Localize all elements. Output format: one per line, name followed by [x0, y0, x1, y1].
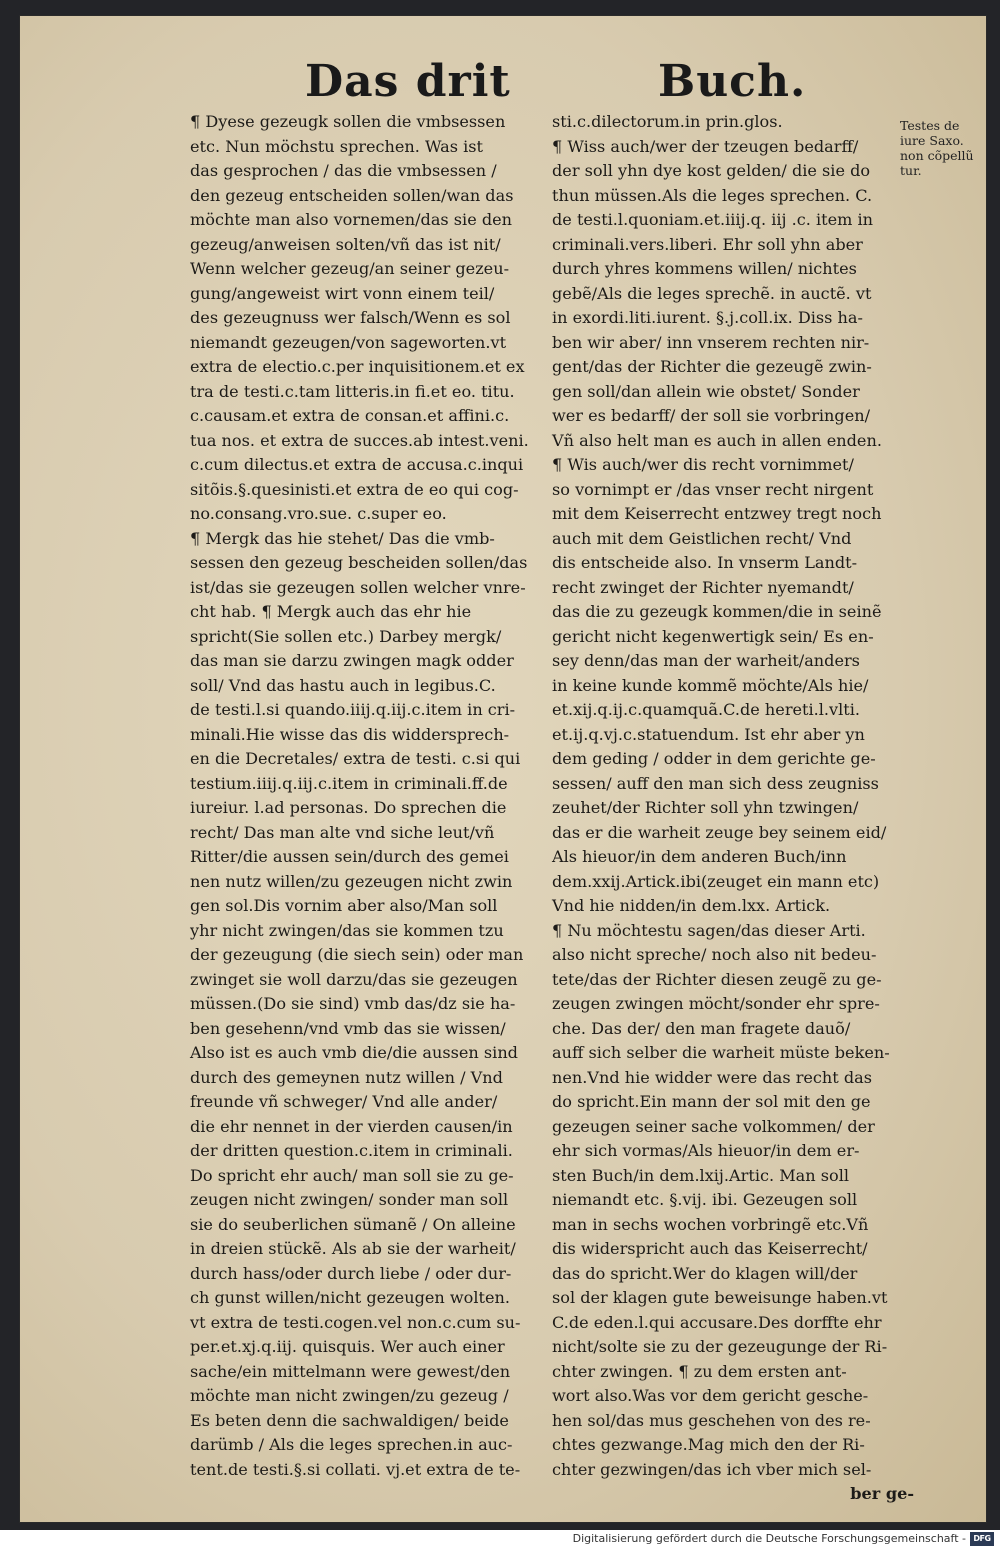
text-line: Do spricht ehr auch/ man soll sie zu ge-	[190, 1165, 514, 1185]
text-line: cht hab. ¶ Mergk auch das ehr hie	[190, 602, 472, 621]
text-line: gung/angeweist wirt vonn einem teil/	[190, 283, 495, 303]
text-line: iureiur. l.ad personas. Do sprechen die	[190, 798, 507, 817]
text-line: gen sol.Dis vornim aber also/Man soll	[190, 896, 498, 915]
text-line: ehr sich vormas/Als hieuor/in dem er-	[552, 1141, 860, 1160]
text-line: Wenn welcher gezeug/an seiner gezeu-	[190, 259, 510, 278]
margin-note	[900, 118, 986, 178]
text-line: zeuhet/der Richter soll yhn tzwingen/	[552, 798, 859, 817]
text-line: wort also.Was vor dem gericht gesche-	[552, 1386, 869, 1405]
text-line: spricht(Sie sollen etc.) Darbey mergk/	[190, 626, 502, 646]
margin-note-line: tur.	[900, 163, 922, 178]
text-line: sti.c.dilectorum.in prin.glos.	[552, 112, 783, 131]
text-line: tete/das der Richter diesen zeugẽ zu ge-	[552, 969, 882, 989]
text-line: gezeug/anweisen solten/vñ das ist nit/	[190, 234, 501, 254]
text-line: thun müssen.Als die leges sprechen. C.	[552, 185, 873, 205]
text-line: darümb / Als die leges sprechen.in auc-	[190, 1435, 513, 1454]
footer-bar	[0, 1530, 1000, 1549]
text-line: ber ge-	[850, 1484, 914, 1503]
text-line: et.ij.q.vj.c.statuendum. Ist ehr aber yn	[552, 724, 865, 744]
text-line: man in sechs wochen vorbringẽ etc.Vñ	[552, 1214, 869, 1234]
text-line: recht/ Das man alte vnd siche leut/vñ	[190, 822, 495, 842]
text-line: auff sich selber die warheit müste beken-	[552, 1043, 890, 1062]
text-line: durch hass/oder durch liebe / oder dur-	[190, 1263, 512, 1283]
text-line: also nicht spreche/ noch also nit bedeu-	[552, 945, 877, 964]
text-line: minali.Hie wisse das dis widdersprech-	[190, 724, 510, 744]
text-line: das die zu gezeugk kommen/die in seinẽ	[552, 602, 882, 621]
text-line: des gezeugnuss wer falsch/Wenn es sol	[190, 308, 511, 327]
text-line: sten Buch/in dem.lxij.Artic. Man soll	[552, 1165, 850, 1185]
text-line: dem.xxij.Artick.ibi(zeuget ein mann etc)	[552, 871, 880, 891]
text-line: niemandt gezeugen/von sageworten.vt	[190, 332, 507, 352]
text-line: durch yhres kommens willen/ nichtes	[552, 259, 857, 278]
text-line: freunde vñ schweger/ Vnd alle ander/	[190, 1092, 498, 1111]
text-line: nicht/solte sie zu der gezeugunge der Ri-	[552, 1337, 888, 1356]
text-line: gen soll/dan allein wie obstet/ Sonder	[552, 381, 860, 401]
text-line: nen.Vnd hie widder were das recht das	[552, 1067, 873, 1087]
text-line: yhr nicht zwingen/das sie kommen tzu	[190, 920, 504, 940]
text-line: der soll yhn dye kost gelden/ die sie do	[552, 161, 871, 180]
text-line: sitõis.§.quesinisti.et extra de eo qui cog-	[190, 479, 519, 499]
text-line: criminali.vers.liberi. Ehr soll yhn aber	[552, 234, 863, 254]
text-line: en die Decretales/ extra de testi. c.si qui	[190, 749, 521, 768]
text-line: gericht nicht kegenwertigk sein/ Es en-	[552, 626, 874, 646]
text-line: müssen.(Do sie sind) vmb das/dz sie ha-	[190, 994, 516, 1013]
text-line: ist/das sie gezeugen sollen welcher vnre-	[190, 577, 526, 597]
text-line: wer es bedarff/ der soll sie vorbringen/	[552, 406, 871, 425]
text-line: der dritten question.c.item in criminali.	[190, 1141, 513, 1160]
margin-note-line: non cõpellũ	[900, 148, 974, 163]
left-text-column	[190, 110, 542, 1482]
text-line: soll/ Vnd das hastu auch in legibus.C.	[190, 675, 496, 695]
text-line: tua nos. et extra de succes.ab intest.veni.	[190, 430, 529, 450]
text-line: testium.iiij.q.iij.c.item in criminali.ff.de	[190, 773, 508, 793]
text-line: sessen den gezeug bescheiden sollen/das	[190, 553, 528, 572]
dfg-logo: DFG	[970, 1532, 994, 1546]
text-line: et.xij.q.ij.c.quamquã.C.de hereti.l.vlti.	[552, 700, 861, 719]
text-line: extra de electio.c.per inquisitionem.et ex	[190, 357, 525, 376]
text-line: chter gezwingen/das ich vber mich sel-	[552, 1459, 872, 1479]
text-line: möchte man nicht zwingen/zu gezeug /	[190, 1386, 509, 1405]
text-line: dis entscheide also. In vnserm Landt-	[552, 553, 858, 572]
text-line: ¶ Dyese gezeugk sollen die vmbsessen	[190, 112, 506, 131]
text-line: dis widerspricht auch das Keiserrecht/	[552, 1239, 868, 1258]
text-line: mit dem Keiserrecht entzwey tregt noch	[552, 504, 882, 523]
right-text-column	[552, 110, 914, 1507]
text-line: sache/ein mittelmann were gewest/den	[190, 1361, 511, 1381]
text-line: per.et.xj.q.iij. quisquis. Wer auch einer	[190, 1337, 505, 1356]
text-line: zeugen nicht zwingen/ sonder man soll	[190, 1190, 509, 1209]
text-line: ¶ Mergk das hie stehet/ Das die vmb-	[190, 528, 495, 548]
text-line: Vnd hie nidden/in dem.lxx. Artick.	[552, 896, 831, 915]
text-line: recht zwinget der Richter nyemandt/	[552, 577, 854, 597]
text-line: das er die warheit zeuge bey seinem eid/	[552, 822, 887, 842]
text-line: gebẽ/Als die leges sprechẽ. in auctẽ. vt	[552, 283, 872, 303]
text-line: Also ist es auch vmb die/die aussen sind	[190, 1043, 518, 1062]
text-line: das man sie darzu zwingen magk odder	[190, 651, 514, 670]
text-line: de testi.l.quoniam.et.iiij.q. iij .c. item in	[552, 210, 874, 229]
text-line: Vñ also helt man es auch in allen enden.	[552, 430, 882, 450]
text-line: ¶ Wis auch/wer dis recht vornimmet/	[552, 455, 854, 474]
header-right: Buch.	[658, 56, 807, 107]
text-line: den gezeug entscheiden sollen/wan das	[190, 185, 514, 205]
text-line: ch gunst willen/nicht gezeugen wolten.	[190, 1288, 510, 1307]
text-line: sol der klagen gute beweisunge haben.vt	[552, 1288, 888, 1307]
text-line: gent/das der Richter die gezeugẽ zwin-	[552, 357, 872, 376]
text-line: tra de testi.c.tam litteris.in fi.et eo. titu.	[190, 381, 515, 401]
text-line: in dreien stückẽ. Als ab sie der warheit/	[190, 1239, 516, 1258]
book-page	[20, 16, 986, 1522]
text-line: dem geding / odder in dem gerichte ge-	[552, 749, 876, 768]
text-line: so vornimpt er /das vnser recht nirgent	[552, 479, 874, 499]
text-line: de testi.l.si quando.iiij.q.iij.c.item in cri-	[190, 700, 516, 719]
text-line: etc. Nun möchstu sprechen. Was ist	[190, 136, 483, 156]
text-line: zwinget sie woll darzu/das sie gezeugen	[190, 969, 518, 989]
text-line: Ritter/die aussen sein/durch des gemei	[190, 847, 509, 866]
header-left: Das drit	[305, 56, 511, 107]
text-line: Als hieuor/in dem anderen Buch/inn	[552, 847, 847, 866]
text-line: sie do seuberlichen sümanẽ / On alleine	[190, 1214, 516, 1234]
text-line: gezeugen seiner sache volkommen/ der	[552, 1116, 875, 1136]
text-line: durch des gemeynen nutz willen / Vnd	[190, 1067, 503, 1087]
text-line: ¶ Wiss auch/wer der tzeugen bedarff/	[552, 136, 859, 156]
text-line: ¶ Nu möchtestu sagen/das dieser Arti.	[552, 920, 866, 940]
text-line: chter zwingen. ¶ zu dem ersten ant-	[552, 1361, 847, 1381]
text-line: in keine kunde kommẽ möchte/Als hie/	[552, 675, 869, 695]
text-line: che. Das der/ den man fragete dauõ/	[552, 1018, 851, 1038]
margin-note-line: Testes de	[900, 118, 960, 133]
text-line: nen nutz willen/zu gezeugen nicht zwin	[190, 871, 513, 891]
text-line: zeugen zwingen möcht/sonder ehr spre-	[552, 994, 880, 1013]
text-line: do spricht.Ein mann der sol mit den ge	[552, 1092, 871, 1111]
margin-note-line: iure Saxo.	[900, 133, 964, 148]
text-line: der gezeugung (die siech sein) oder man	[190, 945, 524, 964]
text-line: sey denn/das man der warheit/anders	[552, 651, 860, 670]
text-line: auch mit dem Geistlichen recht/ Vnd	[552, 528, 852, 548]
text-line: sessen/ auff den man sich dess zeugniss	[552, 773, 879, 793]
text-line: ben gesehenn/vnd vmb das sie wissen/	[190, 1018, 506, 1038]
text-line: chtes gezwange.Mag mich den der Ri-	[552, 1435, 865, 1454]
text-line: niemandt etc. §.vij. ibi. Gezeugen soll	[552, 1190, 858, 1209]
text-line: das gesprochen / das die vmbsessen /	[190, 161, 497, 180]
text-line: no.consang.vro.sue. c.super eo.	[190, 504, 447, 523]
text-line: hen sol/das mus geschehen von des re-	[552, 1410, 871, 1430]
text-line: das do spricht.Wer do klagen will/der	[552, 1263, 858, 1283]
text-line: in exordi.liti.iurent. §.j.coll.ix. Diss ha-	[552, 308, 863, 327]
text-line: möchte man also vornemen/das sie den	[190, 210, 513, 229]
text-line: vt extra de testi.cogen.vel non.c.cum su-	[190, 1312, 521, 1332]
text-line: c.causam.et extra de consan.et affini.c.	[190, 406, 510, 425]
text-line: tent.de testi.§.si collati. vj.et extra de te-	[190, 1459, 521, 1479]
text-line: ben wir aber/ inn vnserem rechten nir-	[552, 332, 870, 352]
running-header	[250, 56, 810, 108]
text-line: die ehr nennet in der vierden causen/in	[190, 1116, 513, 1136]
text-line: Es beten denn die sachwaldigen/ beide	[190, 1410, 509, 1430]
text-line: C.de eden.l.qui accusare.Des dorffte ehr	[552, 1312, 882, 1332]
funding-credit: Digitalisierung gefördert durch die Deutsche Forschungsgemeinschaft -	[572, 1532, 966, 1545]
text-line: c.cum dilectus.et extra de accusa.c.inqui	[190, 455, 524, 474]
